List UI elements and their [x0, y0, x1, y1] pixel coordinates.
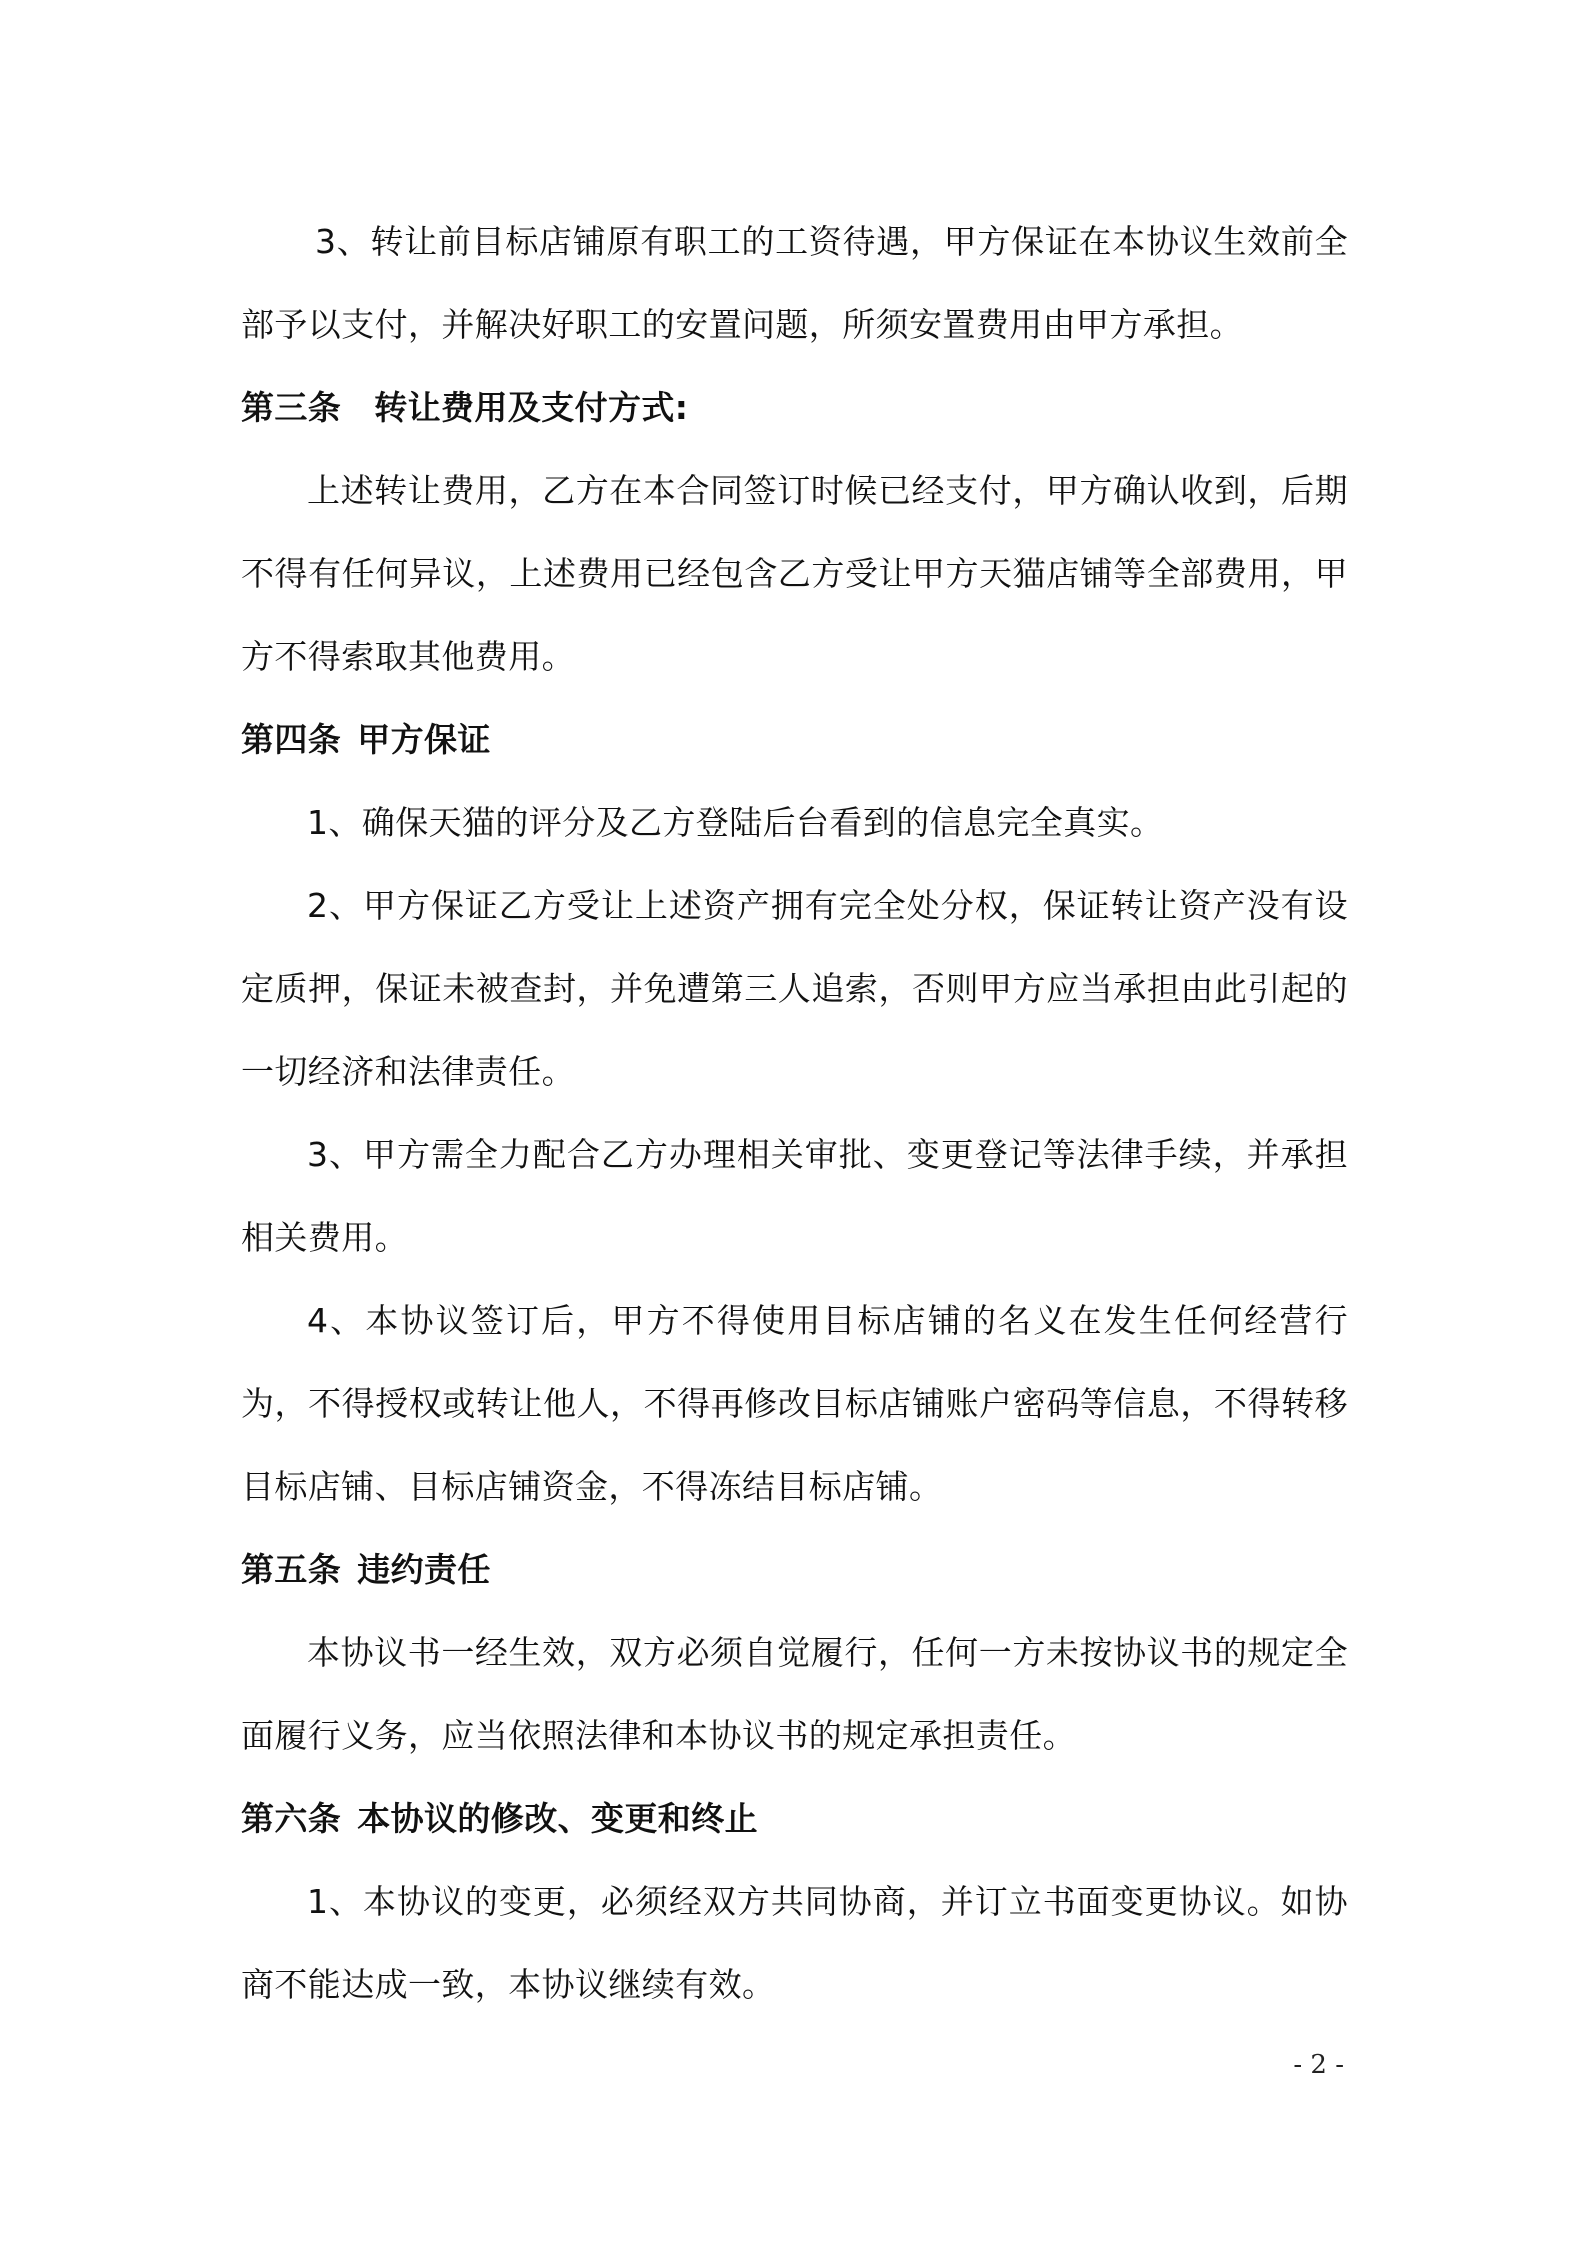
paragraph-liability: 本协议书一经生效，双方必须自觉履行，任何一方未按协议书的规定全面履行义务，应当依照法律和本协议书的规定承担责任。 — [241, 1633, 1348, 1755]
article-3-heading — [241, 366, 1348, 449]
article-6-heading — [241, 1777, 1348, 1860]
page-number: - 2 - — [1293, 2050, 1344, 2080]
paragraph-guarantee-1: 1、确保天猫的评分及乙方登陆后台看到的信息完全真实。 — [307, 803, 1164, 842]
article-title: 违约责任 — [357, 1550, 491, 1589]
paragraph-salary-clause: 3、转让前目标店铺原有职工的工资待遇，甲方保证在本协议生效前全部予以支付，并解决好职工的安置问题，所须安置费用由甲方承担。 — [241, 222, 1348, 344]
article-4-heading — [241, 698, 1348, 781]
paragraph-guarantee-3: 3、甲方需全力配合乙方办理相关审批、变更登记等法律手续，并承担相关费用。 — [241, 1135, 1348, 1257]
article-title: 本协议的修改、变更和终止 — [357, 1799, 759, 1838]
article-number: 第四条 — [241, 720, 342, 759]
paragraph-guarantee-4: 4、本协议签订后，甲方不得使用目标店铺的名义在发生任何经营行为，不得授权或转让他人，不得再修改目标店铺账户密码等信息，不得转移目标店铺、目标店铺资金，不得冻结目标店铺。 — [241, 1301, 1348, 1506]
article-number: 第六条 — [241, 1799, 342, 1838]
paragraph-guarantee-2: 2、甲方保证乙方受让上述资产拥有完全处分权，保证转让资产没有设定质押，保证未被查封，并免遭第三人追索，否则甲方应当承担由此引起的一切经济和法律责任。 — [241, 886, 1348, 1091]
article-number: 第五条 — [241, 1550, 342, 1589]
article-title: 转让费用及支付方式: — [374, 388, 689, 427]
paragraph-amendment-1: 1、本协议的变更，必须经双方共同协商，并订立书面变更协议。如协商不能达成一致，本协议继续有效。 — [241, 1882, 1348, 2004]
article-number: 第三条 — [241, 388, 342, 427]
article-title: 甲方保证 — [357, 720, 491, 759]
paragraph-transfer-fee: 上述转让费用，乙方在本合同签订时候已经支付，甲方确认收到，后期不得有任何异议，上述费用已经包含乙方受让甲方天猫店铺等全部费用，甲方不得索取其他费用。 — [241, 471, 1348, 676]
article-5-heading — [241, 1528, 1348, 1611]
document-body — [241, 200, 1348, 2026]
